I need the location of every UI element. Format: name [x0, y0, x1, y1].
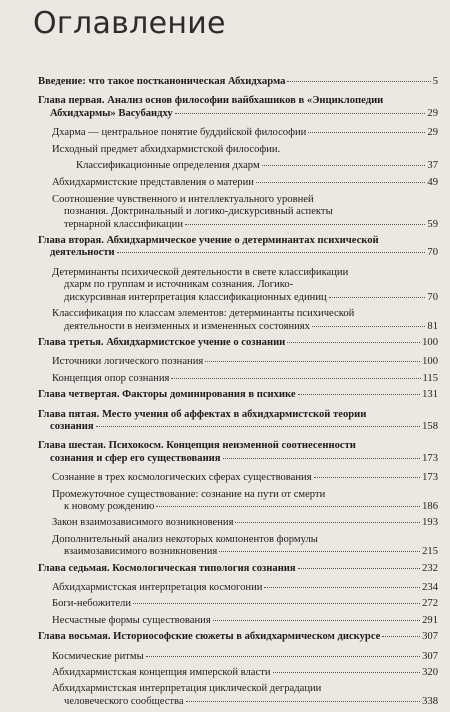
toc-entry-text: сознания и сфер его существования [50, 452, 221, 464]
toc-page-number: 215 [422, 546, 438, 558]
toc-entry-line [52, 219, 438, 231]
toc-entry-text: Глава третья. Абхидхармистское учение о сознании [38, 336, 286, 348]
dot-leader [273, 672, 421, 673]
toc-entry-text: Абхидхармистская интерпретация циклической деградации [52, 683, 322, 695]
toc-entry-text: Глава седьмая. Космологическая типология сознания [38, 562, 296, 574]
toc-entry-line [38, 631, 438, 643]
toc-section-entry [38, 598, 438, 610]
toc-page-number: 81 [427, 320, 438, 332]
toc-page-number: 307 [422, 650, 438, 662]
toc-section-entry [38, 534, 438, 559]
toc-page-number: 49 [427, 177, 438, 189]
toc-page-number: 338 [422, 695, 438, 707]
toc-entry-line [52, 206, 438, 218]
toc-entry-text: Абхидхармы» Васубандху [50, 107, 173, 119]
toc-entry-text: к новому рождению [64, 500, 155, 512]
toc-entry-line [38, 440, 438, 452]
toc-page-number: 173 [422, 452, 438, 464]
toc-entry-text: Боги-небожители [52, 598, 131, 610]
toc-entry-text: дискурсивная интерпретация классификационных единиц [64, 291, 327, 303]
toc-entry-line [38, 453, 438, 465]
toc-chapter-entry [38, 409, 438, 434]
dot-leader [213, 620, 420, 621]
toc-section-entry [38, 472, 438, 484]
toc-entry-line [52, 321, 438, 333]
toc-section-entry [38, 615, 438, 627]
toc-chapter-entry [38, 76, 438, 88]
dot-leader [298, 394, 421, 395]
dot-leader [235, 522, 420, 523]
toc-entry-line [52, 696, 438, 708]
toc-section-entry [38, 651, 438, 663]
toc-page-number: 291 [422, 614, 438, 626]
dot-leader [312, 326, 425, 327]
toc-entry-text: Промежуточное существование: сознание на пути от смерти [52, 488, 326, 500]
dot-leader [287, 342, 420, 343]
toc-page-number: 5 [432, 76, 438, 87]
toc-entry-text: тернарной классификации [64, 218, 184, 230]
dot-leader [298, 568, 420, 569]
toc-page-number: 115 [422, 372, 438, 384]
toc-section-entry [38, 308, 438, 333]
toc-chapter-entry [38, 563, 438, 575]
table-of-contents [38, 75, 438, 712]
toc-entry-line [52, 472, 438, 484]
toc-entry-text: Глава шестая. Психокосм. Концепция неизменной соотнесенности [38, 440, 356, 452]
toc-entry-line [52, 279, 438, 291]
dot-leader [205, 361, 420, 362]
toc-entry-line [38, 409, 438, 421]
toc-entry-text: Классификация по классам элементов: детерминанты психической [52, 308, 355, 320]
toc-entry-line [38, 337, 438, 349]
toc-chapter-entry [38, 631, 438, 643]
toc-entry-text: Источники логического познания [52, 356, 204, 368]
toc-page-number: 232 [422, 562, 438, 574]
toc-page-number: 29 [427, 107, 438, 119]
toc-entry-line [38, 563, 438, 575]
toc-entry-text: Глава четвертая. Факторы доминирования в психике [38, 389, 296, 401]
toc-section-entry [38, 177, 438, 189]
toc-entry-text: Глава восьмая. Историософские сюжеты в абхидхармическом дискурсе [38, 631, 381, 643]
toc-entry-text: взаимозависимого возникновения [64, 546, 218, 558]
dot-leader [117, 252, 426, 253]
dot-leader [96, 426, 421, 427]
toc-entry-text: Абхидхармистская интерпретация космогонии [52, 582, 263, 593]
toc-page-number: 234 [422, 582, 438, 593]
toc-entry-line [52, 683, 438, 695]
toc-entry-line [52, 489, 438, 501]
dot-leader [219, 551, 420, 552]
toc-entry-line [38, 247, 438, 259]
toc-entry-text: Глава пятая. Место учения об аффектах в абхидхармистской теории [38, 408, 367, 420]
dot-leader [171, 378, 420, 379]
toc-entry-line [52, 127, 438, 139]
toc-entry-text: Исходный предмет абхидхармистской философии. [52, 143, 281, 155]
toc-entry-line [38, 76, 438, 88]
toc-entry-line [52, 615, 438, 627]
toc-entry-text: Сознание в трех космологических сферах существования [52, 472, 312, 484]
toc-entry-text: Несчастные формы существования [52, 614, 211, 626]
toc-entry-line [52, 373, 438, 385]
toc-entry-text: Космические ритмы [52, 650, 144, 662]
dot-leader [175, 113, 426, 114]
toc-page-number: 320 [422, 667, 438, 679]
dot-leader [308, 132, 425, 133]
toc-entry-line [52, 598, 438, 610]
toc-section-entry [38, 373, 438, 385]
toc-entry-line [76, 160, 438, 172]
dot-leader [264, 587, 420, 588]
dot-leader [185, 224, 425, 225]
toc-entry-line [52, 292, 438, 304]
toc-page-number: 70 [427, 247, 438, 259]
toc-entry-line [52, 534, 438, 546]
toc-entry-text: Абхидхармистская концепция имперской власти [52, 667, 271, 679]
toc-entry-text: сознания [50, 420, 94, 432]
dot-leader [256, 182, 425, 183]
toc-section-entry [38, 144, 438, 156]
dot-leader [382, 636, 420, 637]
toc-section-entry [38, 160, 438, 172]
toc-entry-line [52, 651, 438, 663]
toc-chapter-entry [38, 389, 438, 401]
toc-chapter-entry [38, 337, 438, 349]
toc-entry-text: деятельности в неизменных и измененных состояниях [64, 320, 310, 332]
toc-chapter-entry [38, 95, 438, 120]
toc-entry-line [38, 235, 438, 247]
toc-page-number: 37 [427, 160, 438, 172]
toc-section-entry [38, 667, 438, 679]
toc-page-number: 29 [427, 127, 438, 139]
toc-page-number: 193 [422, 517, 438, 529]
toc-entry-text: Детерминанты психической деятельности в свете классификации [52, 266, 349, 278]
toc-entry-line [52, 267, 438, 279]
dot-leader [223, 458, 421, 459]
toc-page-number: 59 [427, 218, 438, 230]
toc-page-number: 100 [422, 356, 438, 368]
toc-section-entry [38, 356, 438, 368]
toc-entry-line [52, 308, 438, 320]
toc-entry-text: дхарм по группам и источникам сознания. Логико- [64, 279, 294, 291]
toc-entry-line [52, 356, 438, 368]
toc-page-number: 173 [422, 472, 438, 484]
toc-chapter-entry [38, 235, 438, 260]
toc-page-number: 186 [422, 500, 438, 512]
toc-entry-line [52, 194, 438, 206]
toc-entry-line [52, 144, 438, 156]
toc-section-entry [38, 517, 438, 529]
toc-entry-text: Дополнительный анализ некоторых компонентов формулы [52, 533, 318, 545]
toc-entry-line [38, 108, 438, 120]
toc-page-number: 272 [422, 598, 438, 610]
page-title: Оглавление [33, 6, 226, 41]
toc-entry-text: Соотношение чувственного и интеллектуального уровней [52, 193, 314, 205]
toc-entry-line [52, 667, 438, 679]
dot-leader [262, 165, 426, 166]
dot-leader [329, 297, 426, 298]
toc-entry-text: Классификационные определения дхарм [76, 160, 260, 172]
toc-entry-text: Введение: что такое постканоническая Абхидхарма [38, 76, 286, 87]
toc-entry-line [52, 582, 438, 594]
toc-entry-text: деятельности [50, 247, 115, 259]
toc-entry-line [38, 389, 438, 401]
dot-leader [186, 701, 420, 702]
toc-page-number: 307 [422, 631, 438, 643]
toc-section-entry [38, 267, 438, 304]
toc-entry-text: Закон взаимозависимого возникновения [52, 517, 234, 529]
dot-leader [287, 81, 430, 82]
toc-page-number: 70 [427, 291, 438, 303]
toc-page-number: 158 [422, 420, 438, 432]
dot-leader [156, 506, 420, 507]
dot-leader [146, 656, 420, 657]
toc-section-entry [38, 127, 438, 139]
toc-entry-line [52, 501, 438, 513]
toc-entry-text: Абхидхармистские представления о материи [52, 177, 254, 189]
toc-entry-text: человеческого сообщества [64, 695, 184, 707]
toc-entry-text: Дхарма — центральное понятие буддийской философии [52, 127, 307, 139]
toc-entry-text: Глава первая. Анализ основ философии вайбхашиков в «Энциклопедии [38, 95, 384, 107]
toc-entry-line [52, 546, 438, 558]
toc-entry-text: Концепция опор сознания [52, 372, 170, 384]
toc-page-number: 100 [422, 336, 438, 348]
dot-leader [314, 477, 421, 478]
toc-entry-line [52, 177, 438, 189]
dot-leader [133, 603, 420, 604]
toc-section-entry [38, 489, 438, 514]
toc-section-entry [38, 582, 438, 594]
toc-entry-line [38, 421, 438, 433]
toc-section-entry [38, 683, 438, 708]
toc-entry-line [52, 517, 438, 529]
toc-entry-text: Глава вторая. Абхидхармическое учение о детерминантах психической [38, 235, 379, 247]
toc-entry-line [38, 95, 438, 107]
toc-entry-text: познания. Доктринальный и логико-дискурсивный аспекты [64, 206, 333, 218]
toc-page-number: 131 [422, 389, 438, 401]
toc-section-entry [38, 194, 438, 231]
toc-chapter-entry [38, 440, 438, 465]
